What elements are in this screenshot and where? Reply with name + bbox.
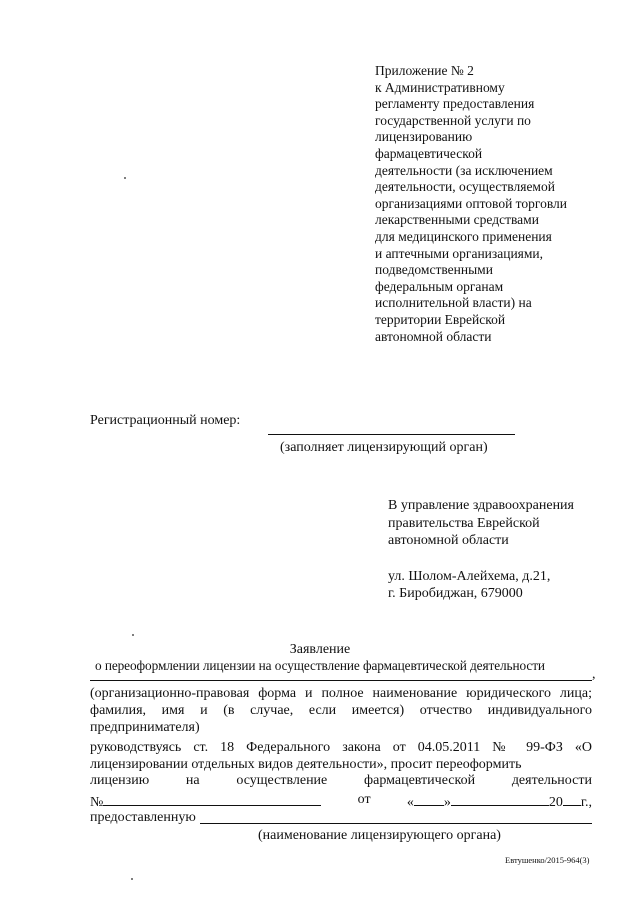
authority-name-line[interactable] bbox=[200, 823, 592, 824]
appendix-line: лицензированию bbox=[375, 129, 473, 145]
date-field-group bbox=[407, 792, 592, 811]
registration-label: Регистрационный номер: bbox=[90, 413, 241, 428]
appendix-line: автономной области bbox=[375, 328, 492, 344]
appendix-line: фармацевтической bbox=[375, 145, 483, 161]
scan-dot bbox=[132, 634, 134, 636]
year-suffix: г., bbox=[580, 795, 592, 810]
appendix-line: лекарственными средствами bbox=[375, 212, 539, 228]
license-word: на bbox=[185, 773, 200, 788]
license-word: фармацевтической bbox=[364, 773, 476, 788]
law-reference-text: руководствуясь ст. 18 Федерального закона от 04.05.2011 № 99-ФЗ «О лицензировании отдельных видов деятельности», просит переоформить bbox=[90, 740, 592, 772]
addressee-line: В управление здравоохранения bbox=[388, 498, 574, 513]
license-row bbox=[90, 773, 592, 789]
organization-name-line bbox=[90, 680, 592, 681]
day-blank[interactable] bbox=[414, 792, 444, 806]
comma: , bbox=[592, 667, 596, 682]
appendix-line: к Административному bbox=[375, 79, 505, 95]
quote-close: » bbox=[443, 795, 451, 810]
statement-subtitle: о переоформлении лицензии на осуществление фармацевтической деятельности bbox=[95, 658, 545, 673]
appendix-header bbox=[375, 63, 625, 345]
appendix-line: федеральным органам bbox=[375, 278, 504, 294]
quote-open: « bbox=[406, 795, 414, 810]
month-blank[interactable] bbox=[451, 792, 549, 806]
license-word: деятельности bbox=[511, 773, 592, 788]
granted-label: предоставленную bbox=[90, 810, 196, 825]
license-number-blank[interactable] bbox=[103, 792, 321, 806]
license-word: осуществление bbox=[236, 773, 328, 788]
statement-title: Заявление bbox=[289, 642, 351, 657]
number-field-group bbox=[90, 792, 321, 811]
address-line: ул. Шолом-Алейхема, д.21, bbox=[388, 568, 551, 584]
address-line: г. Биробиджан, 679000 bbox=[388, 586, 523, 601]
from-word: от bbox=[357, 792, 371, 807]
appendix-line: организациями оптовой торговли bbox=[375, 195, 568, 211]
appendix-line: для медицинского применения bbox=[375, 228, 552, 244]
authority-hint: (наименование лицензирующего органа) bbox=[258, 828, 501, 843]
year-prefix: 20 bbox=[548, 795, 563, 810]
number-sign: № bbox=[90, 795, 104, 810]
year-blank[interactable] bbox=[563, 792, 581, 806]
appendix-line: территории Еврейской bbox=[375, 311, 506, 327]
appendix-line: подведомственными bbox=[375, 262, 493, 278]
scan-dot bbox=[131, 878, 133, 880]
scan-dot bbox=[124, 177, 126, 179]
appendix-line: деятельности, осуществляемой bbox=[375, 179, 555, 195]
license-number-row bbox=[90, 792, 592, 811]
appendix-line: исполнительной власти) на bbox=[375, 295, 532, 311]
appendix-line: государственной услуги по bbox=[375, 112, 531, 128]
appendix-line: Приложение № 2 bbox=[375, 63, 474, 78]
addressee-line: правительства Еврейской bbox=[388, 515, 540, 531]
registration-number-line bbox=[268, 434, 515, 435]
addressee-block bbox=[388, 497, 574, 603]
appendix-line: и аптечными организациями, bbox=[375, 245, 544, 261]
appendix-line: деятельности (за исключением bbox=[375, 162, 553, 178]
appendix-line: регламенту предоставления bbox=[375, 96, 535, 112]
organization-hint: (организационно-правовая форма и полное наименование юридического лица; фамилия, имя и (в случае, если имеется) отчество индивидуального предпринимателя) bbox=[90, 686, 592, 735]
addressee-line: автономной области bbox=[388, 533, 509, 548]
document-code: Евтушенко/2015-964(3) bbox=[505, 855, 590, 865]
license-word: лицензию bbox=[90, 773, 150, 788]
registration-hint: (заполняет лицензирующий орган) bbox=[280, 440, 488, 455]
